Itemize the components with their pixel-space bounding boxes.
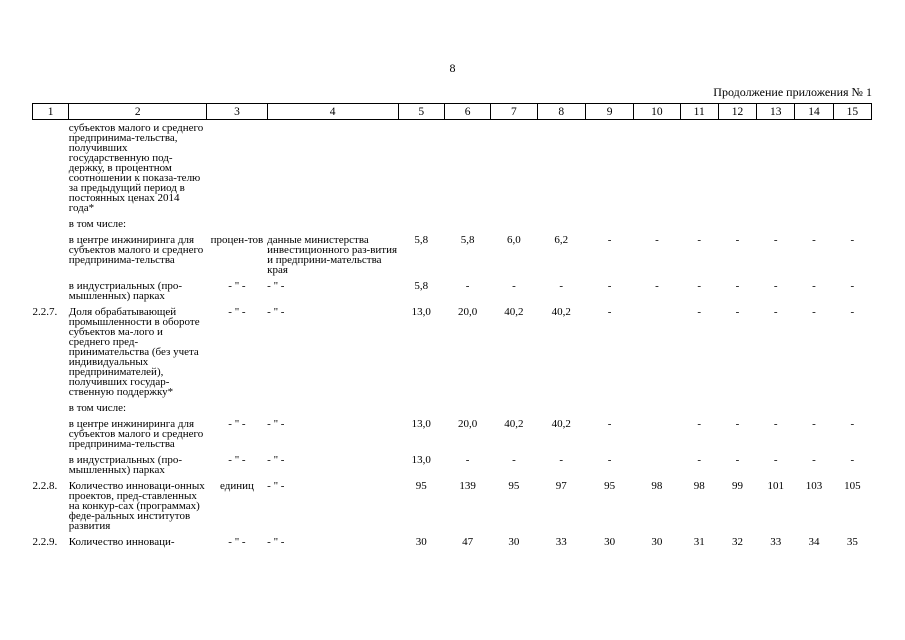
indicator-number: 2.2.7.	[32, 306, 58, 318]
value-cell: -	[512, 454, 516, 466]
value-cell: -	[850, 454, 855, 466]
value-cell: 33	[770, 536, 782, 548]
table-row	[33, 403, 872, 413]
value-cell: -	[735, 280, 740, 292]
value-cell: 6,0	[507, 234, 521, 246]
source-cell: - " -	[267, 480, 285, 492]
column-header-15: 15	[833, 104, 871, 120]
source-cell	[267, 123, 398, 213]
column-header-12: 12	[718, 104, 756, 120]
value-cell: 101	[767, 480, 784, 492]
unit-cell: - " -	[228, 418, 246, 430]
indicator-number: 2.2.9.	[32, 536, 58, 548]
value-cell: -	[735, 454, 740, 466]
value-cell: -	[850, 234, 855, 246]
value-cell: 139	[459, 480, 476, 492]
value-cell	[634, 307, 680, 397]
unit-cell	[207, 123, 267, 213]
value-cell: 31	[693, 536, 705, 548]
value-cell: 40,2	[504, 306, 524, 318]
indicator-name: в центре инжиниринга для субъектов малого и среднего предпринима-тельства	[68, 418, 204, 450]
value-cell: 103	[805, 480, 823, 492]
value-cell	[833, 403, 871, 413]
value-cell: -	[735, 418, 740, 430]
value-cell	[585, 219, 633, 229]
column-header-5: 5	[398, 104, 444, 120]
value-cell: -	[655, 280, 659, 292]
value-cell: -	[559, 454, 564, 466]
value-cell: 95	[415, 480, 427, 492]
value-cell: -	[465, 454, 470, 466]
value-cell: 5,8	[414, 280, 429, 292]
value-cell	[398, 123, 444, 213]
unit-cell	[207, 219, 267, 229]
page-number: 8	[449, 61, 456, 75]
indicator-number	[33, 123, 69, 213]
value-cell	[833, 123, 871, 213]
indicator-name: Количество инноваци-	[68, 536, 175, 548]
value-cell: -	[465, 280, 470, 292]
value-cell	[585, 123, 633, 213]
value-cell: 105	[844, 480, 861, 492]
value-cell: -	[697, 234, 702, 246]
column-header-9: 9	[585, 104, 633, 120]
value-cell: 99	[731, 480, 743, 492]
column-header-13: 13	[757, 104, 795, 120]
value-cell	[634, 455, 680, 475]
table-row	[33, 123, 872, 213]
value-cell	[634, 123, 680, 213]
value-cell	[718, 403, 756, 413]
value-cell	[757, 403, 795, 413]
value-cell	[757, 123, 795, 213]
value-cell: -	[773, 234, 778, 246]
value-cell	[444, 403, 490, 413]
value-cell: 35	[846, 536, 858, 548]
value-cell: 30	[508, 536, 520, 548]
value-cell	[444, 123, 490, 213]
unit-cell: - " -	[228, 536, 246, 548]
value-cell	[491, 219, 537, 229]
value-cell	[795, 403, 833, 413]
value-cell: -	[812, 306, 816, 318]
value-cell: -	[773, 418, 778, 430]
value-cell: -	[697, 418, 702, 430]
value-cell: 5,8	[460, 234, 475, 246]
value-cell	[398, 219, 444, 229]
value-cell: 33	[555, 536, 567, 548]
value-cell	[795, 123, 833, 213]
indicator-number	[33, 403, 69, 413]
value-cell	[398, 403, 444, 413]
value-cell	[444, 219, 490, 229]
value-cell: 47	[462, 536, 474, 548]
unit-cell: - " -	[228, 306, 246, 318]
indicator-number	[33, 235, 69, 275]
column-header-4: 4	[267, 104, 398, 120]
column-header-10: 10	[634, 104, 680, 120]
indicator-name: в том числе:	[68, 218, 127, 230]
source-cell	[267, 403, 398, 413]
value-cell: -	[607, 306, 612, 318]
indicator-number	[33, 419, 69, 449]
value-cell	[718, 123, 756, 213]
table-row	[33, 307, 872, 397]
value-cell	[680, 403, 718, 413]
value-cell: -	[559, 280, 564, 292]
indicator-name: в индустриальных (про-мышленных) парках	[68, 454, 182, 476]
value-cell	[757, 219, 795, 229]
value-cell	[491, 403, 537, 413]
table-row	[33, 455, 872, 475]
column-header-2: 2	[69, 104, 207, 120]
table-row	[33, 235, 872, 275]
value-cell: 34	[808, 536, 820, 548]
unit-cell	[207, 403, 267, 413]
value-cell	[537, 403, 585, 413]
value-cell: 5,8	[414, 234, 429, 246]
source-cell: - " -	[267, 306, 285, 318]
value-cell	[680, 123, 718, 213]
value-cell: -	[735, 306, 740, 318]
indicator-name: субъектов малого и среднего предпринима-тельства, получивших государственную под-держку, в процентном соотношении к показа-телю за предыдущий период в постоянных ценах 2014 года*	[68, 122, 204, 214]
value-cell: -	[607, 234, 612, 246]
value-cell	[537, 123, 585, 213]
table-row	[33, 537, 872, 547]
unit-cell: - " -	[228, 454, 246, 466]
column-header-6: 6	[444, 104, 490, 120]
value-cell: 98	[651, 480, 663, 492]
value-cell: -	[850, 418, 855, 430]
value-cell: 13,0	[411, 418, 431, 430]
indicator-number	[33, 455, 69, 475]
value-cell	[537, 219, 585, 229]
indicator-name: в том числе:	[68, 402, 127, 414]
value-cell: -	[812, 234, 816, 246]
value-cell: 97	[555, 480, 567, 492]
indicator-name: в индустриальных (про-мышленных) парках	[68, 280, 182, 302]
value-cell: 95	[508, 480, 520, 492]
column-header-3: 3	[207, 104, 267, 120]
header-row	[33, 104, 872, 120]
value-cell: -	[773, 280, 778, 292]
value-cell: 13,0	[411, 454, 431, 466]
value-cell: -	[812, 418, 816, 430]
source-cell: - " -	[267, 280, 285, 292]
indicator-name: Количество инноваци-онных проектов, пред-ставленных на конкур-сах (программах) феде-ральных институтов развития	[68, 480, 205, 532]
source-cell: - " -	[267, 454, 285, 466]
source-cell: - " -	[267, 536, 285, 548]
value-cell: 30	[415, 536, 427, 548]
value-cell: -	[607, 454, 612, 466]
table-row	[33, 419, 872, 449]
value-cell: -	[773, 454, 778, 466]
indicators-table	[32, 103, 872, 547]
value-cell: 95	[604, 480, 616, 492]
value-cell	[795, 219, 833, 229]
column-header-7: 7	[491, 104, 537, 120]
value-cell: -	[812, 280, 816, 292]
source-cell	[267, 219, 398, 229]
column-header-11: 11	[680, 104, 718, 120]
value-cell: -	[655, 234, 659, 246]
value-cell: -	[697, 306, 702, 318]
value-cell: 30	[604, 536, 616, 548]
value-cell: -	[512, 280, 516, 292]
value-cell	[718, 219, 756, 229]
value-cell: -	[850, 280, 855, 292]
value-cell: 40,2	[504, 418, 524, 430]
value-cell: -	[607, 280, 612, 292]
value-cell: 6,2	[554, 234, 569, 246]
continuation-label: Продолжение приложения № 1	[713, 85, 872, 99]
value-cell: -	[607, 418, 612, 430]
value-cell	[585, 403, 633, 413]
column-header-14: 14	[795, 104, 833, 120]
value-cell: -	[850, 306, 855, 318]
value-cell: -	[812, 454, 816, 466]
unit-cell: процен-тов	[210, 234, 264, 246]
indicator-number	[33, 219, 69, 229]
value-cell: -	[697, 280, 702, 292]
indicator-name: в центре инжиниринга для субъектов малого и среднего предпринима-тельства	[68, 234, 204, 266]
value-cell	[634, 403, 680, 413]
value-cell: -	[697, 454, 702, 466]
column-header-8: 8	[537, 104, 585, 120]
value-cell: 40,2	[551, 418, 571, 430]
value-cell: 98	[693, 480, 705, 492]
unit-cell: единиц	[220, 480, 254, 492]
value-cell	[634, 419, 680, 449]
value-cell: 30	[651, 536, 663, 548]
column-header-1: 1	[33, 104, 69, 120]
value-cell: -	[773, 306, 778, 318]
unit-cell: - " -	[228, 280, 246, 292]
indicator-number: 2.2.8.	[32, 480, 58, 492]
indicator-number	[33, 281, 69, 301]
value-cell	[634, 219, 680, 229]
indicator-name: Доля обрабатывающей промышленности в обороте субъектов ма-лого и среднего пред-принимательства (без учета индивидуальных предпринимателей), получивших государ-ственную поддержку*	[68, 306, 200, 398]
value-cell: 20,0	[457, 418, 478, 430]
table-row	[33, 219, 872, 229]
table-row	[33, 481, 872, 531]
value-cell: 40,2	[551, 306, 571, 318]
source-cell: данные министерства инвестиционного раз-вития и предприни-мательства края	[267, 234, 398, 276]
value-cell: -	[735, 234, 740, 246]
value-cell: 32	[731, 536, 743, 548]
value-cell	[491, 123, 537, 213]
table-row	[33, 281, 872, 301]
value-cell	[680, 219, 718, 229]
value-cell: 13,0	[411, 306, 431, 318]
value-cell: 20,0	[457, 306, 478, 318]
source-cell: - " -	[267, 418, 285, 430]
value-cell	[833, 219, 871, 229]
